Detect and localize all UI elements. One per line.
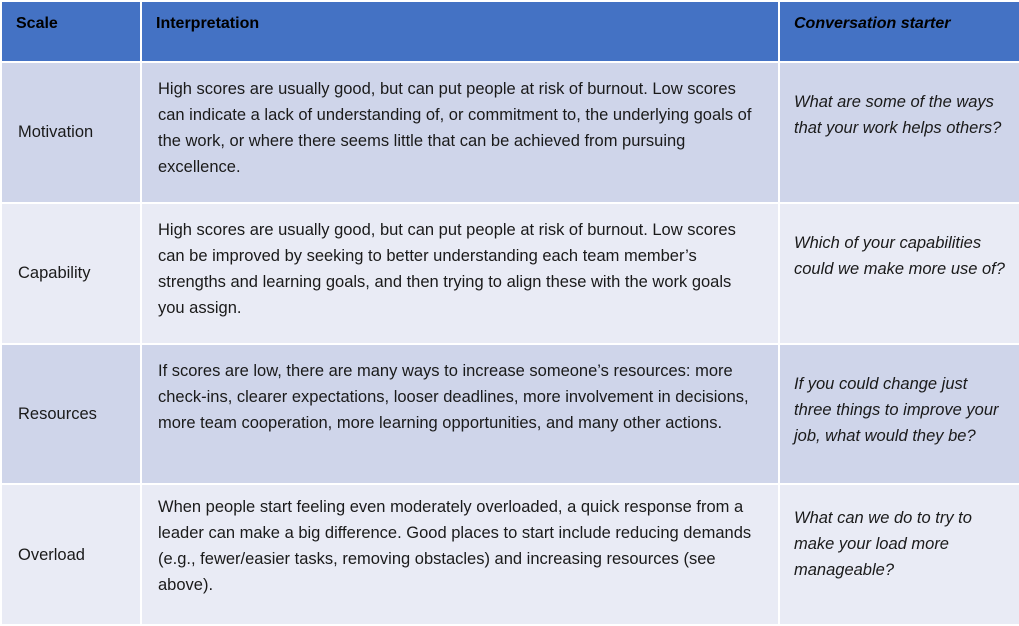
header-conversation-starter: Conversation starter [779,1,1019,62]
scale-cell: Resources [1,344,141,485]
table-header-row [1,1,1019,62]
conversation-starter-cell: If you could change just three things to improve your job, what would they be? [779,344,1019,485]
interpretation-cell: When people start feeling even moderately overloaded, a quick response from a leader can make a big difference. Good places to start include reducing demands (e.g., fewer/easier tasks, removing obstacles) and increasing resources (see above). [141,484,779,625]
interpretation-cell: High scores are usually good, but can put people at risk of burnout. Low scores can be improved by seeking to better understanding each team member’s strengths and learning goals, and then trying to align these with the work goals you assign. [141,203,779,344]
header-scale: Scale [1,1,141,62]
table-row-overload [1,484,1019,625]
conversation-starter-cell: What are some of the ways that your work helps others? [779,62,1019,203]
scale-cell: Overload [1,484,141,625]
conversation-starter-cell: What can we do to try to make your load more manageable? [779,484,1019,625]
interpretation-cell: If scores are low, there are many ways to increase someone’s resources: more check-ins, clearer expectations, looser deadlines, more involvement in decisions, more team cooperation, more learning opportunities, and many other actions. [141,344,779,485]
table-row-motivation [1,62,1019,203]
scale-cell: Motivation [1,62,141,203]
table-row-resources [1,344,1019,485]
scale-cell: Capability [1,203,141,344]
table-row-capability [1,203,1019,344]
interpretation-cell: High scores are usually good, but can put people at risk of burnout. Low scores can indicate a lack of understanding of, or commitment to, the underlying goals of the work, or where there seems little that can be achieved from pursuing excellence. [141,62,779,203]
header-interpretation: Interpretation [141,1,779,62]
conversation-starter-cell: Which of your capabilities could we make more use of? [779,203,1019,344]
